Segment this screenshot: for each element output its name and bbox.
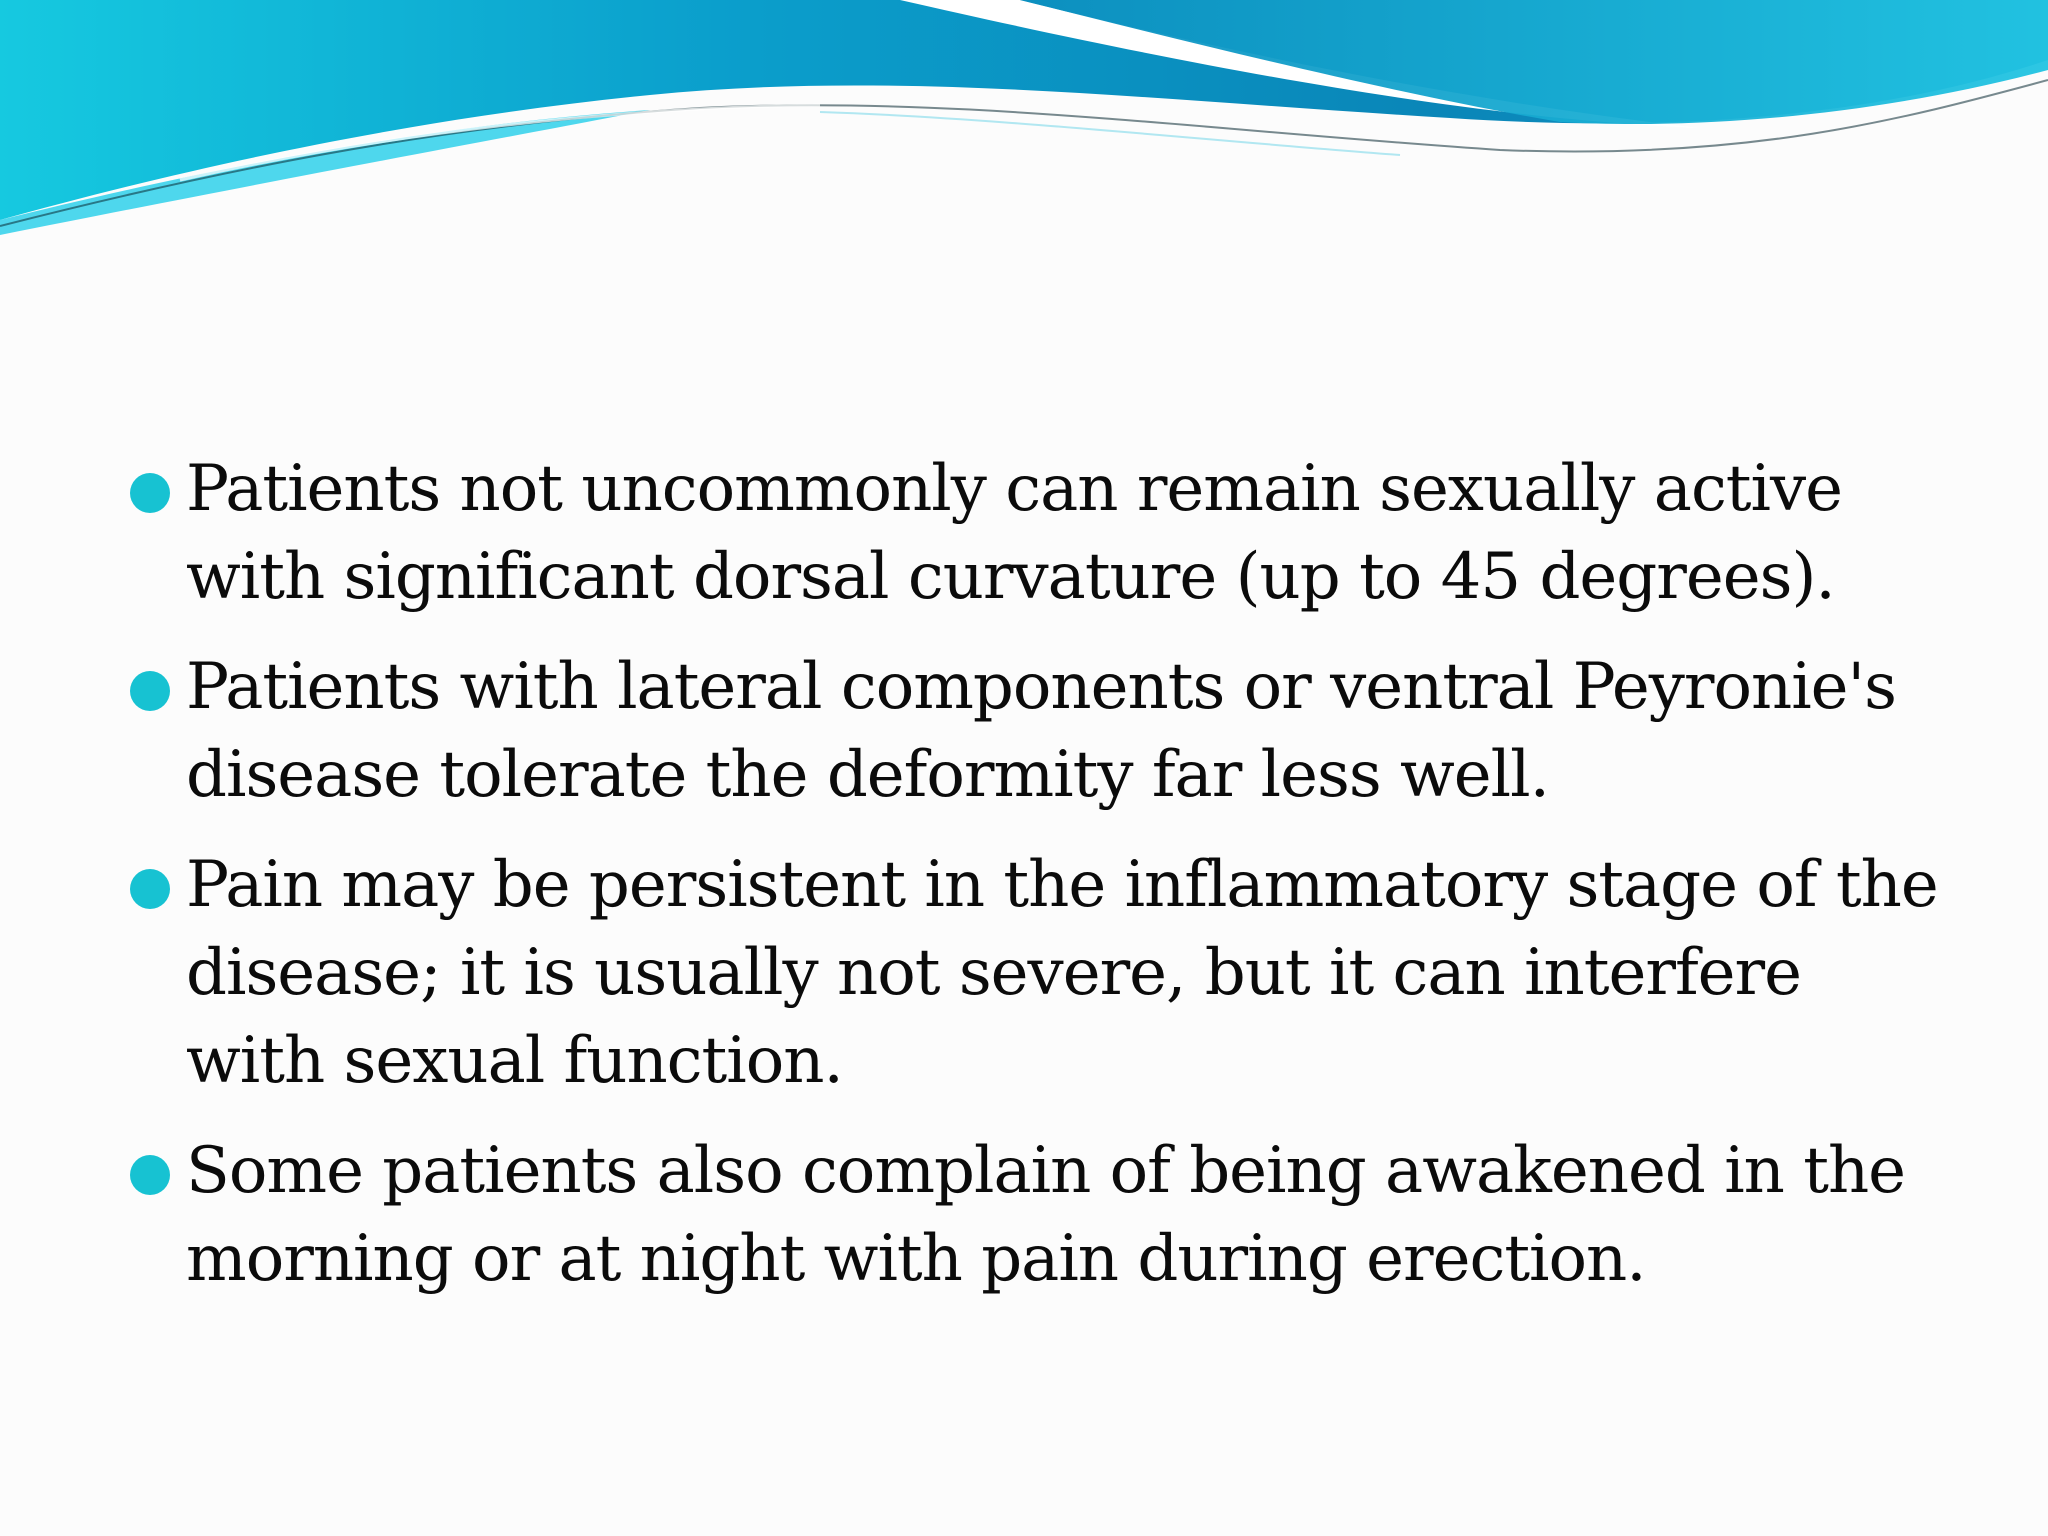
- bullet-text: Pain may be persistent in the inflammatory stage of the disease; it is usually not severe, but it can interfere with sexual function.: [186, 848, 1938, 1098]
- bullet-list: [130, 445, 1950, 1325]
- bullet-item-sexual-activity: [130, 445, 1950, 621]
- bullet-dot-icon: [130, 671, 170, 711]
- bullet-text: Patients with lateral components or ventral Peyronie's disease tolerate the deformity far less well.: [186, 650, 1896, 812]
- bullet-text: Some patients also complain of being awakened in the morning or at night with pain during erection.: [186, 1134, 1906, 1296]
- bullet-dot-icon: [130, 869, 170, 909]
- bullet-item-lateral-components: [130, 643, 1950, 819]
- header-wave-decoration: [0, 0, 2048, 260]
- bullet-dot-icon: [130, 473, 170, 513]
- bullet-dot-icon: [130, 1155, 170, 1195]
- bullet-text: Patients not uncommonly can remain sexually active with significant dorsal curvature (up to 45 degrees).: [186, 452, 1842, 614]
- bullet-item-awakened: [130, 1127, 1950, 1303]
- bullet-item-pain: [130, 841, 1950, 1105]
